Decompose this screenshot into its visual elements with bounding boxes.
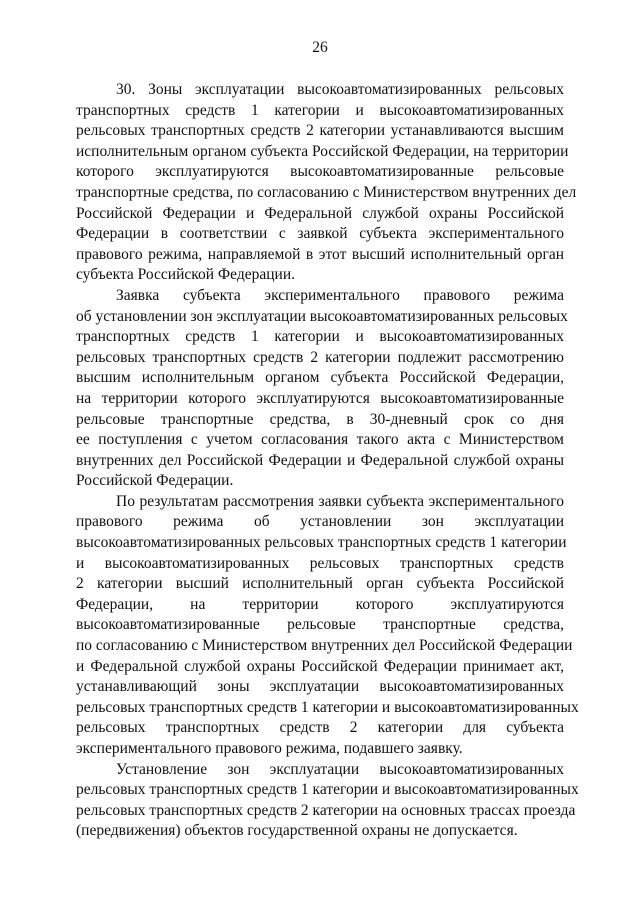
text-line: рельсовых транспортных средств 2 категории подлежит рассмотрению — [76, 348, 564, 366]
text-line: которого эксплуатируются высокоавтоматизированные рельсовые — [76, 163, 564, 181]
text-line: правового режима об установлении зон эксплуатации — [76, 513, 564, 531]
text-line: ее поступления с учетом согласования такого акта с Министерством — [76, 431, 564, 449]
text-line: рельсовых транспортных средств 1 категории и высокоавтоматизированных — [76, 781, 579, 799]
text-line: правового режима, направляемой в этот высший исполнительный орган — [76, 245, 564, 263]
text-line: рельсовых транспортных средств 2 категории на основных трассах проезда — [76, 801, 576, 819]
text-line: экспериментального правового режима, подавшего заявку. — [76, 740, 463, 757]
text-line: транспортные средства, по согласованию с Министерством внутренних дел — [76, 183, 577, 201]
paragraph-application — [76, 286, 568, 492]
text-line: и Федеральной службой охраны Российской Федерации принимает акт, — [76, 657, 564, 675]
text-line: внутренних дел Российской Федерации и Федеральной службой охраны — [76, 451, 564, 469]
paragraph-prohibition — [76, 760, 579, 842]
text-line: По результатам рассмотрения заявки субъекта экспериментального — [116, 492, 564, 510]
text-line: высшим исполнительным органом субъекта Российской Федерации, — [76, 369, 564, 387]
text-line: субъекта Российской Федерации. — [76, 266, 295, 284]
text-line: (передвижения) объектов государственной охраны не допускается. — [76, 822, 518, 840]
text-line: 30. Зоны эксплуатации высокоавтоматизированных рельсовых — [116, 81, 564, 98]
document-body — [76, 80, 579, 842]
text-line: и высокоавтоматизированных рельсовых транспортных средств — [76, 554, 564, 572]
text-line: Федерации в соответствии с заявкой субъекта экспериментального — [76, 225, 564, 243]
text-line: рельсовых транспортных средств 2 категории устанавливаются высшим — [76, 122, 564, 140]
text-line: Заявка субъекта экспериментального правового режима — [116, 286, 564, 304]
text-line: исполнительным органом субъекта Российской Федерации, на территории — [76, 142, 569, 160]
text-line: 2 категории высший исполнительный орган субъекта Российской — [76, 575, 564, 593]
text-line: рельсовых транспортных средств 2 категории для субъекта — [76, 719, 564, 737]
text-line: высокоавтоматизированных рельсовых транспортных средств 1 категории — [76, 534, 567, 552]
page-number: 26 — [312, 39, 328, 56]
paragraph-30 — [76, 80, 577, 286]
text-line: Российской Федерации. — [76, 472, 234, 490]
text-line: высокоавтоматизированные рельсовые транспортные средства, — [76, 616, 564, 634]
paragraph-results — [76, 492, 579, 760]
text-line: рельсовые транспортные средства, в 30-дневный срок со дня — [76, 410, 564, 428]
text-line: Установление зон эксплуатации высокоавтоматизированных — [116, 760, 564, 778]
text-line: об установлении зон эксплуатации высокоавтоматизированных рельсовых — [76, 307, 568, 325]
text-line: Российской Федерации и Федеральной службой охраны Российской — [76, 204, 564, 222]
text-line: на территории которого эксплуатируются высокоавтоматизированные — [76, 389, 564, 407]
text-line: устанавливающий зоны эксплуатации высокоавтоматизированных — [76, 678, 564, 696]
text-line: транспортных средств 1 категории и высокоавтоматизированных — [76, 328, 564, 346]
text-line: транспортных средств 1 категории и высокоавтоматизированных — [76, 101, 564, 119]
text-line: по согласованию с Министерством внутренних дел Российской Федерации — [76, 637, 573, 655]
text-line: Федерации, на территории которого эксплуатируются — [76, 595, 564, 613]
text-line: рельсовых транспортных средств 1 категории и высокоавтоматизированных — [76, 698, 579, 716]
